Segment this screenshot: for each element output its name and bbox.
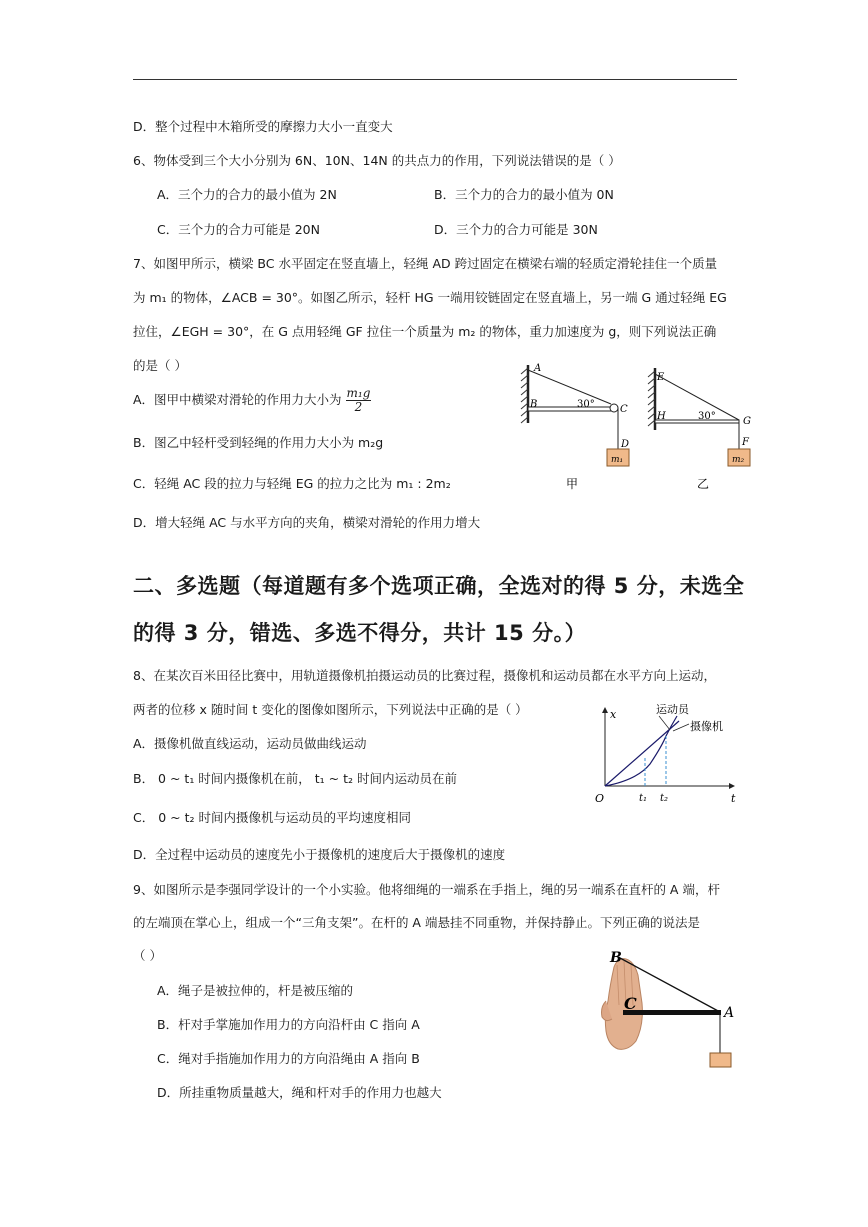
label-g: G	[743, 416, 751, 427]
q7-option-a-fraction	[346, 387, 372, 414]
q8-stem-line1: 8、在某次百米田径比赛中，用轨道摄像机拍摄运动员的比赛过程，摄像机和运动员都在水平方向上运动，	[133, 668, 716, 683]
camera-label: 摄像机	[690, 720, 723, 733]
q9-option-b: B．杆对手掌施加作用力的方向沿杆由 C 指向 A	[157, 1017, 420, 1032]
q7-stem-line2: 为 m₁ 的物体，∠ACB = 30°。如图乙所示，轻杆 HG 一端用铰链固定在竖直墙上，另一端 G 通过轻绳 EG	[133, 290, 727, 305]
q7-option-c: C．轻绳 AC 段的拉力与轻绳 EG 的拉力之比为 m₁ : 2m₂	[133, 476, 451, 491]
label-a: A	[724, 1005, 735, 1021]
q8-option-a: A．摄像机做直线运动，运动员做曲线运动	[133, 736, 367, 751]
rod	[623, 1010, 721, 1015]
origin-label: O	[595, 792, 605, 805]
q9-option-c: C．绳对手指施加作用力的方向沿绳由 A 指向 B	[157, 1051, 420, 1066]
angle-acb: 30°	[577, 399, 595, 410]
label-f: F	[742, 437, 749, 448]
q7-stem-line1: 7、如图甲所示，横梁 BC 水平固定在竖直墙上，轻绳 AD 跨过固定在横梁右端的轻质定滑轮挂住一个质量	[133, 256, 718, 271]
figure-yi	[648, 368, 751, 491]
q8-stem-line2: 两者的位移 x 随时间 t 变化的图像如图所示，下列说法中正确的是（ ）	[133, 702, 528, 717]
q5-option-d: D．整个过程中木箱所受的摩擦力大小一直变大	[133, 119, 393, 134]
figure-jia	[521, 363, 629, 491]
q7-option-a	[133, 387, 371, 414]
q9-stem-line3: （ ）	[133, 948, 162, 963]
athlete-label: 运动员	[656, 703, 689, 716]
mass-m1: m₁	[611, 455, 624, 465]
section-2-heading-line1: 二、多选题（每道题有多个选项正确，全选对的得 5 分，未选全	[133, 574, 745, 598]
q7-option-a-text: A．图甲中横梁对滑轮的作用力大小为	[133, 392, 342, 407]
q6-option-c: C．三个力的合力可能是 20N	[157, 222, 320, 237]
caption-yi: 乙	[697, 477, 710, 491]
label-d: D	[621, 439, 630, 450]
label-c: C	[620, 404, 628, 415]
q9-stem-line2: 的左端顶在掌心上，组成一个“三角支架”。在杆的 A 端悬挂不同重物，并保持静止。下列正确的说法是	[133, 915, 700, 930]
t-axis-label: t	[731, 792, 736, 805]
q7-figure	[510, 360, 760, 495]
label-a: A	[534, 363, 542, 374]
fraction-numerator: m₁g	[346, 386, 371, 400]
fraction-denominator: 2	[354, 400, 363, 414]
q7-stem-line4: 的是（ ）	[133, 358, 187, 373]
q8-option-d: D．全过程中运动员的速度先小于摄像机的速度后大于摄像机的速度	[133, 847, 506, 862]
caption-jia: 甲	[566, 477, 579, 491]
mass-m2: m₂	[732, 455, 745, 465]
q8-option-b: B． 0 ~ t₁ 时间内摄像机在前， t₁ ~ t₂ 时间内运动员在前	[133, 771, 457, 786]
q8-option-c: C． 0 ~ t₂ 时间内摄像机与运动员的平均速度相同	[133, 810, 411, 825]
q6-option-d: D．三个力的合力可能是 30N	[434, 222, 598, 237]
label-h: H	[657, 411, 666, 422]
q9-option-a: A．绳子是被拉伸的，杆是被压缩的	[157, 983, 354, 998]
weight	[710, 1053, 731, 1067]
angle-egh: 30°	[698, 411, 716, 422]
q7-option-b: B．图乙中轻杆受到轻绳的作用力大小为 m₂g	[133, 435, 384, 450]
q9-stem-line1: 9、如图所示是李强同学设计的一个小实验。他将细绳的一端系在手指上，绳的另一端系在直杆的 A 端，杆	[133, 882, 720, 897]
label-e: E	[657, 372, 665, 383]
q7-stem-line3: 拉住，∠EGH = 30°，在 G 点用轻绳 GF 拉住一个质量为 m₂ 的物体，重力加速度为 g，则下列说法正确	[133, 324, 717, 339]
section-2-heading-line2: 的得 3 分，错选、多选不得分，共计 15 分。）	[133, 621, 587, 645]
q9-option-d: D．所挂重物质量越大，绳和杆对手的作用力也越大	[157, 1085, 442, 1100]
q8-figure	[592, 698, 740, 806]
q6-stem: 6、物体受到三个大小分别为 6N、10N、14N 的共点力的作用，下列说法错误的是（ ）	[133, 153, 621, 168]
x-axis-label: x	[610, 708, 617, 721]
q7-option-d: D．增大轻绳 AC 与水平方向的夹角，横梁对滑轮的作用力增大	[133, 515, 481, 530]
camera-line	[605, 721, 679, 786]
t2-label: t₂	[660, 793, 669, 804]
label-b: B	[530, 399, 538, 410]
header-rule	[133, 79, 737, 80]
q6-option-a: A．三个力的合力的最小值为 2N	[157, 187, 337, 202]
label-b: B	[610, 950, 622, 966]
q6-option-b: B．三个力的合力的最小值为 0N	[434, 187, 614, 202]
q9-figure	[598, 945, 748, 1073]
label-c: C	[624, 994, 637, 1013]
t1-label: t₁	[639, 793, 648, 804]
